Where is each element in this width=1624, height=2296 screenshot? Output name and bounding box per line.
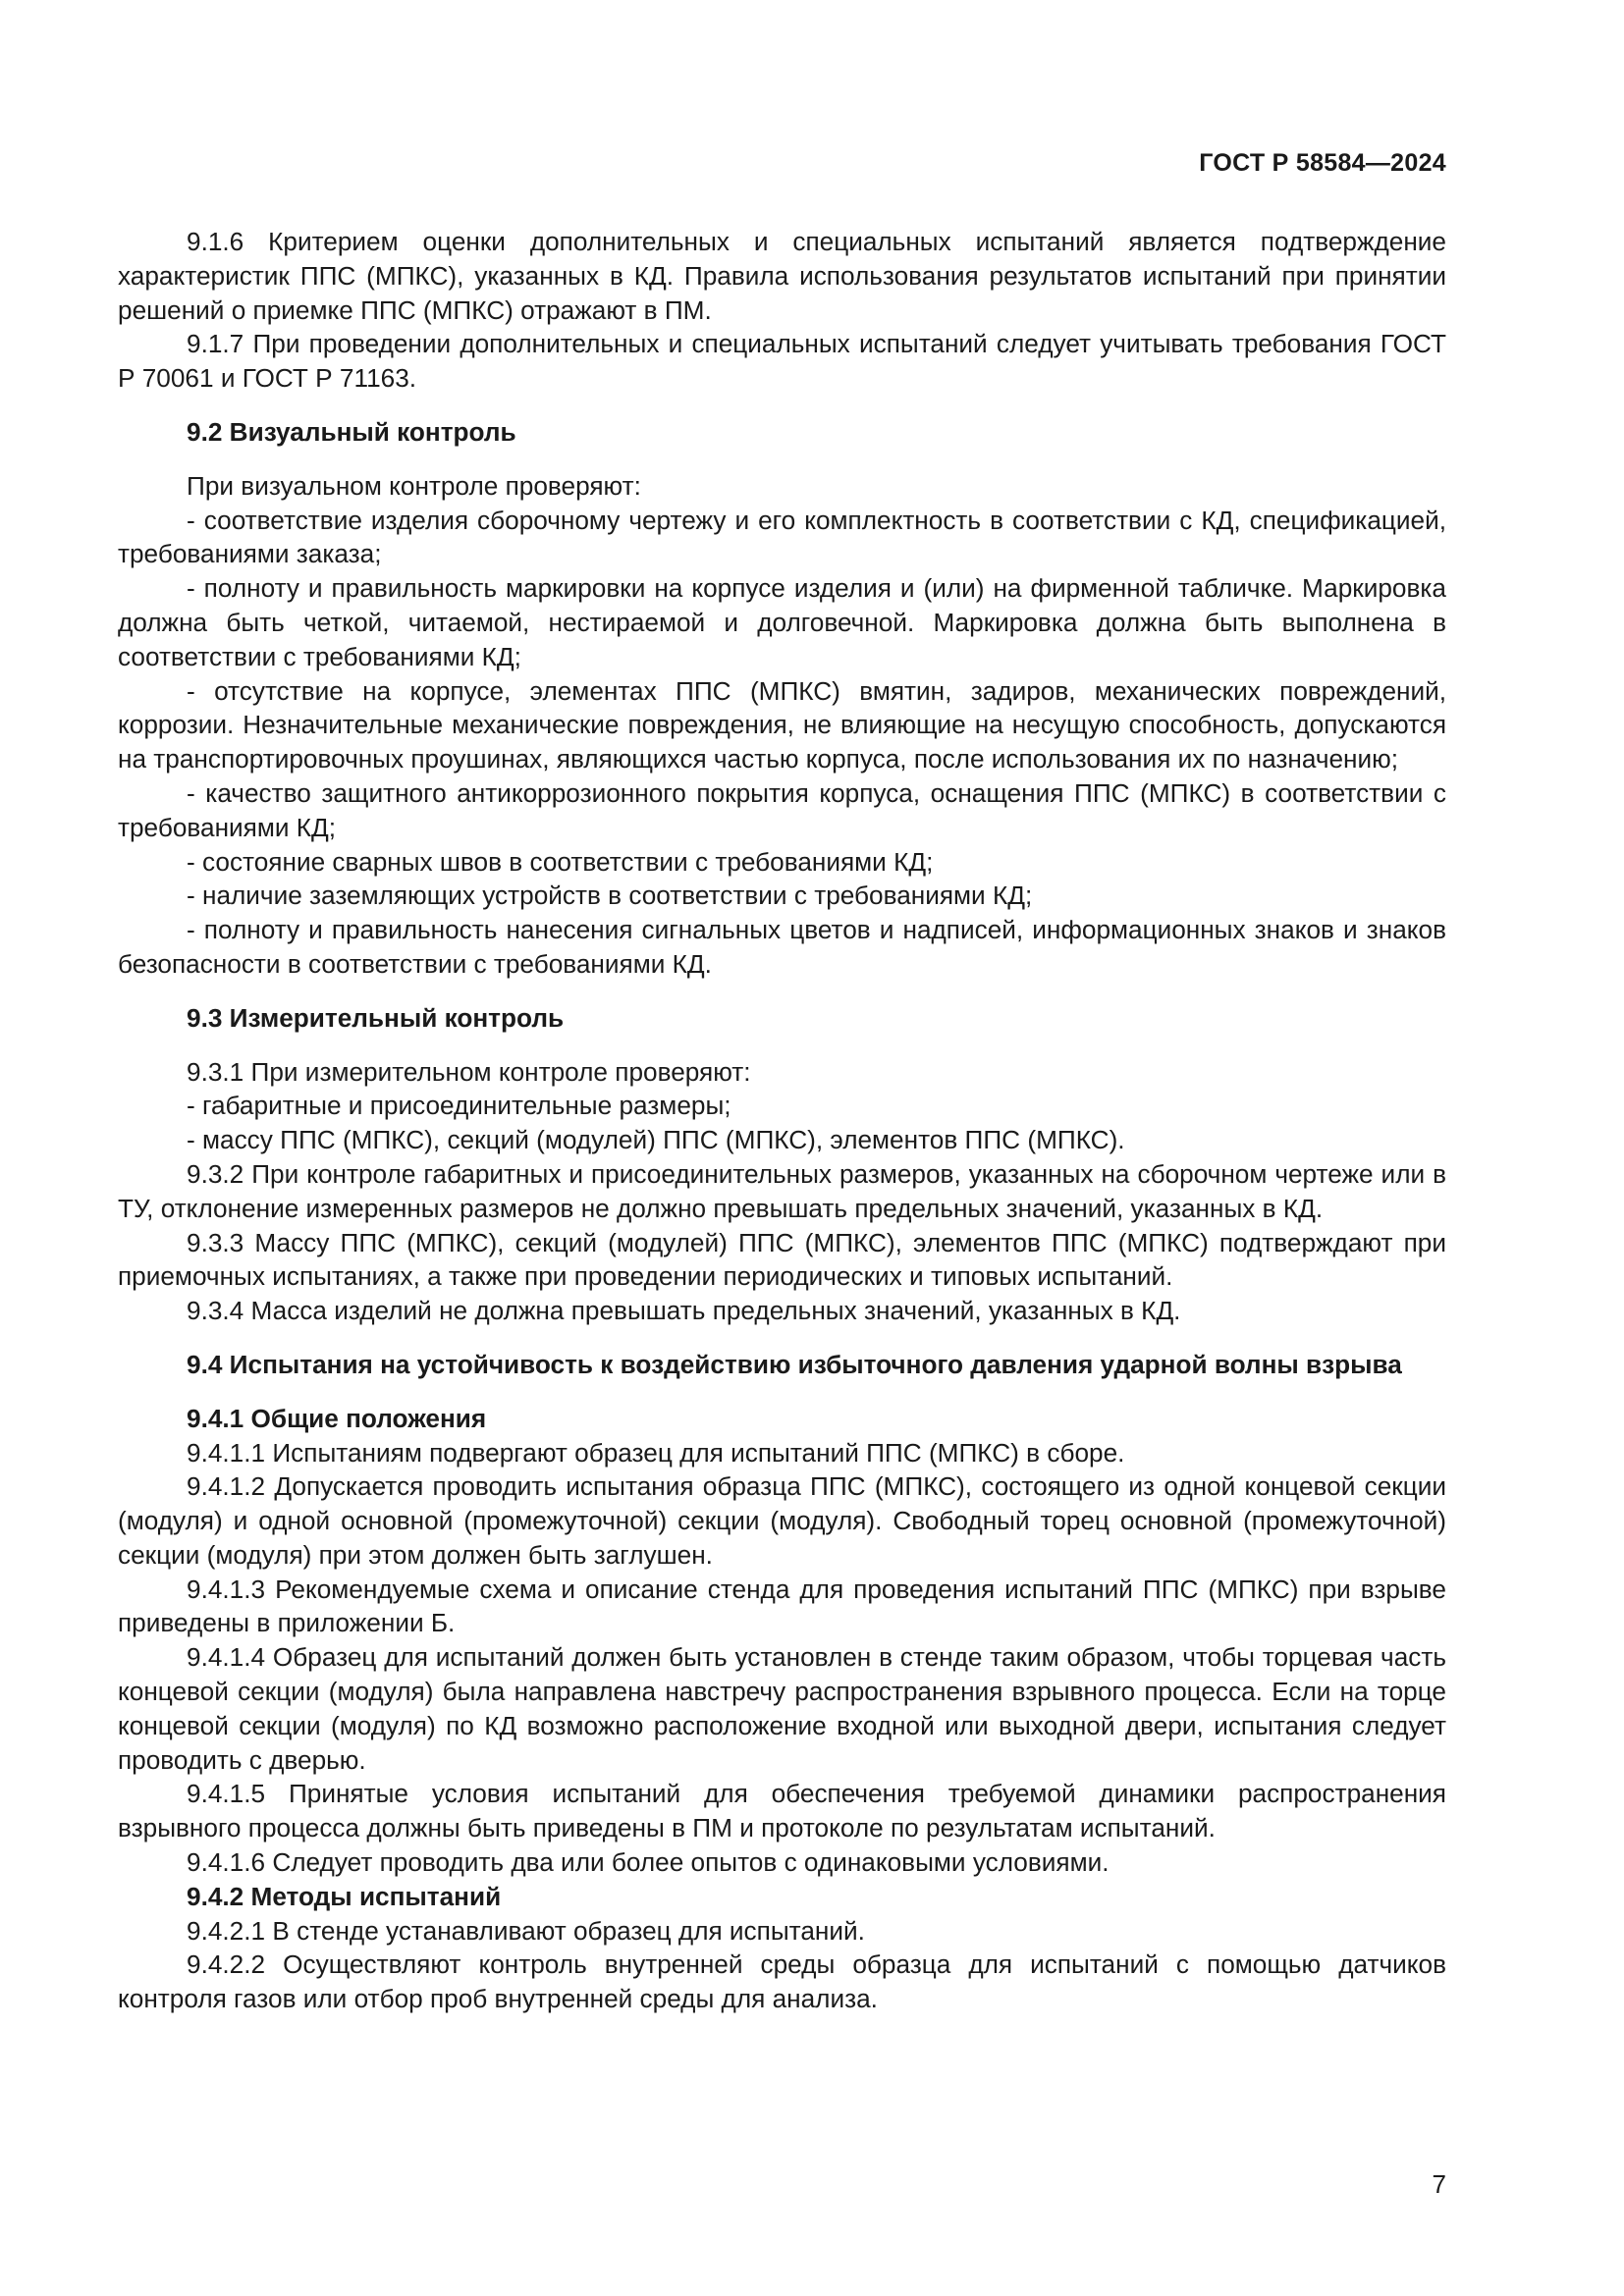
document-header: ГОСТ Р 58584—2024 <box>1199 149 1446 177</box>
para-9-4-2-1: 9.4.2.1 В стенде устанавливают образец для испытаний. <box>187 1915 865 1946</box>
para-9-4-1-6: 9.4.1.6 Следует проводить два или более опытов с одинаковыми условиями. <box>187 1847 1110 1878</box>
heading-9-4: 9.4 Испытания на устойчивость к воздействию избыточного давления ударной волны взрыва <box>187 1349 1402 1379</box>
para-9-4-1-4: 9.4.1.4 Образец для испытаний должен быть установлен в стенде таким образом, чтобы торцевая часть концевой секции (модуля) была направлена навстречу распространения взрывного процесса. Если на торце концевой секции (модуля) по КД возможно расположение входной или выходной двери, испытания следует проводить с дверью. <box>118 1642 1446 1775</box>
para-9-3-3: 9.3.3 Массу ППС (МПКС), секций (модулей) ППС (МПКС), элементов ППС (МПКС) подтверждают при приемочных испытаниях, а также при проведении периодических и типовых испытаний. <box>118 1227 1446 1292</box>
para-9-3-2: 9.3.2 При контроле габаритных и присоединительных размеров, указанных на сборочном чертеже или в ТУ, отклонение измеренных размеров не должно превышать предельных значений, указанных в КД. <box>118 1158 1446 1223</box>
para-9-4-1-2: 9.4.1.2 Допускается проводить испытания образца ППС (МПКС), состоящего из одной концевой секции (модуля) и одной основной (промежуточной) секции (модуля). Свободный торец основной (промежуточной) секции (модуля) при этом должен быть заглушен. <box>118 1471 1446 1570</box>
para-9-4-1-5: 9.4.1.5 Принятые условия испытаний для обеспечения требуемой динамики распространения взрывного процесса должны быть приведены в ПМ и протоколе по результатам испытаний. <box>118 1779 1446 1843</box>
para-9-4-1-3: 9.4.1.3 Рекомендуемые схема и описание стенда для проведения испытаний ППС (МПКС) при взрыве приведены в приложении Б. <box>118 1574 1446 1638</box>
list-item-9-3-2: - массу ППС (МПКС), секций (модулей) ППС (МПКС), элементов ППС (МПКС). <box>187 1125 1125 1155</box>
para-9-3-1: 9.3.1 При измерительном контроле проверяют: <box>187 1056 751 1087</box>
page-number: 7 <box>1432 2169 1446 2199</box>
list-item-9-2-7: - полноту и правильность нанесения сигнальных цветов и надписей, информационных знаков и знаков безопасности в соответствии с требованиями КД. <box>118 915 1446 979</box>
para-9-3-4: 9.3.4 Масса изделий не должна превышать предельных значений, указанных в КД. <box>187 1296 1181 1326</box>
para-9-1-6: 9.1.6 Критерием оценки дополнительных и специальных испытаний является подтверждение характеристик ППС (МПКС), указанных в КД. Правила использования результатов испытаний при принятии решений о приемке ППС (МПКС) отражают в ПМ. <box>118 227 1446 325</box>
list-item-9-2-2: - полноту и правильность маркировки на корпусе изделия и (или) на фирменной табличке. Маркировка должна быть четкой, читаемой, нестираемой и долговечной. Маркировка должна быть выполнена в соответствии с требованиями КД; <box>118 573 1446 671</box>
document-body <box>118 225 1446 2016</box>
para-9-4-1-1: 9.4.1.1 Испытаниям подвергают образец для испытаний ППС (МПКС) в сборе. <box>187 1437 1125 1468</box>
list-item-9-3-1: - габаритные и присоединительные размеры; <box>187 1091 731 1121</box>
list-item-9-2-4: - качество защитного антикоррозионного покрытия корпуса, оснащения ППС (МПКС) в соответствии с требованиями КД; <box>118 777 1446 842</box>
list-item-9-2-1: - соответствие изделия сборочному чертежу и его комплектность в соответствии с КД, спецификацией, требованиями заказа; <box>118 505 1446 569</box>
heading-9-2: 9.2 Визуальный контроль <box>187 416 516 447</box>
para-9-4-2-2: 9.4.2.2 Осуществляют контроль внутренней среды образца для испытаний с помощью датчиков контроля газов или отбор проб внутренней среды для анализа. <box>118 1949 1446 2014</box>
heading-9-3: 9.3 Измерительный контроль <box>187 1002 565 1033</box>
list-item-9-2-6: - наличие заземляющих устройств в соответствии с требованиями КД; <box>187 881 1033 911</box>
document-page <box>118 0 1446 2296</box>
list-item-9-2-3: - отсутствие на корпусе, элементах ППС (МПКС) вмятин, задиров, механических повреждений, коррозии. Незначительные механические повреждения, не влияющие на несущую способность, допускаются на транспортировочных проушинах, являющихся частью корпуса, после использования их по назначению; <box>118 675 1446 774</box>
heading-9-4-2: 9.4.2 Методы испытаний <box>187 1881 502 1911</box>
para-9-2-intro: При визуальном контроле проверяют: <box>187 470 641 501</box>
list-item-9-2-5: - состояние сварных швов в соответствии с требованиями КД; <box>187 846 934 877</box>
heading-9-4-1: 9.4.1 Общие положения <box>187 1403 487 1433</box>
para-9-1-7: 9.1.7 При проведении дополнительных и специальных испытаний следует учитывать требования ГОСТ Р 70061 и ГОСТ Р 71163. <box>118 329 1446 394</box>
